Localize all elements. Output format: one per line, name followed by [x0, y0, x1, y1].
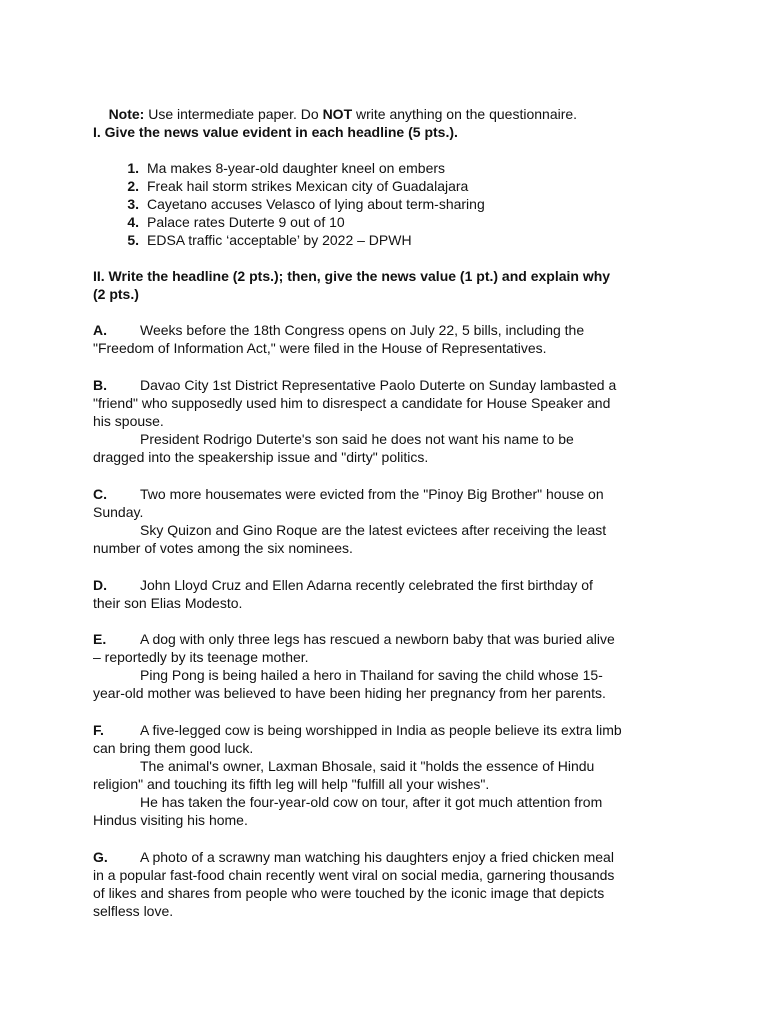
item-letter: G. [93, 849, 108, 865]
item-line: Sky Quizon and Gino Roque are the latest evictees after receiving the least [140, 522, 607, 538]
item-line: President Rodrigo Duterte's son said he does not want his name to be [140, 431, 574, 447]
headline-list [93, 159, 693, 249]
item-a [93, 321, 678, 357]
list-item-number: 5. [127, 232, 139, 248]
item-line: – reportedly by its teenage mother. [93, 649, 309, 665]
list-item-text: Cayetano accuses Velasco of lying about term-sharing [147, 196, 485, 212]
item-line: A dog with only three legs has rescued a newborn baby that was buried alive [140, 631, 615, 647]
item-line: year-old mother was believed to have been hiding her pregnancy from her parents. [93, 685, 606, 701]
list-item-number: 4. [127, 214, 139, 230]
item-line: "friend" who supposedly used him to disrespect a candidate for House Speaker and [93, 395, 611, 411]
item-line: "Freedom of Information Act," were filed in the House of Representatives. [93, 340, 547, 356]
item-line: dragged into the speakership issue and "dirty" politics. [93, 449, 429, 465]
section-2-heading-line-2: (2 pts.) [93, 286, 139, 302]
item-letter: D. [93, 577, 107, 593]
item-line: He has taken the four-year-old cow on tour, after it got much attention from [140, 794, 603, 810]
list-item [93, 231, 693, 249]
item-line: Two more housemates were evicted from the "Pinoy Big Brother" house on [140, 486, 604, 502]
list-item-text: Ma makes 8-year-old daughter kneel on embers [147, 160, 446, 176]
item-g [93, 848, 693, 920]
section-2-heading [93, 267, 683, 303]
item-f [93, 721, 678, 829]
list-item [93, 159, 693, 177]
note-label: Note: [108, 106, 145, 122]
item-line: can bring them good luck. [93, 740, 254, 756]
item-d [93, 576, 678, 612]
note-emphasis: NOT [322, 106, 353, 122]
list-item-number: 2. [127, 178, 139, 194]
item-letter: E. [93, 631, 107, 647]
item-line: religion" and touching its fifth leg will help "fulfill all your wishes". [93, 776, 490, 792]
list-item [93, 195, 693, 213]
list-item-text: Palace rates Duterte 9 out of 10 [147, 214, 345, 230]
item-line: Sunday. [93, 504, 144, 520]
list-item [93, 213, 693, 231]
item-line: of likes and shares from people who were touched by the iconic image that depicts [93, 885, 605, 901]
note-text-before: Use intermediate paper. Do [144, 106, 323, 122]
item-line: number of votes among the six nominees. [93, 540, 353, 556]
item-line: The animal's owner, Laxman Bhosale, said it "holds the essence of Hindu [140, 758, 595, 774]
item-line: A five-legged cow is being worshipped in India as people believe its extra limb [140, 722, 622, 738]
list-item-text: Freak hail storm strikes Mexican city of Guadalajara [147, 178, 469, 194]
item-line: Hindus visiting his home. [93, 812, 248, 828]
item-line: A photo of a scrawny man watching his daughters enjoy a fried chicken meal [140, 849, 614, 865]
item-letter: F. [93, 722, 104, 738]
section-1-heading: I. Give the news value evident in each headline (5 pts.). [93, 124, 458, 140]
item-line: selfless love. [93, 903, 174, 919]
item-b [93, 376, 678, 466]
item-letter: B. [93, 377, 107, 393]
item-line: Davao City 1st District Representative Paolo Duterte on Sunday lambasted a [140, 377, 617, 393]
item-letter: A. [93, 322, 107, 338]
list-item-number: 3. [127, 196, 139, 212]
list-item-text: EDSA traffic ‘acceptable’ by 2022 – DPWH [147, 232, 412, 248]
item-line: John Lloyd Cruz and Ellen Adarna recently celebrated the first birthday of [140, 577, 593, 593]
note-text-after: write anything on the questionnaire. [352, 106, 578, 122]
item-letter: C. [93, 486, 107, 502]
item-line: his spouse. [93, 413, 164, 429]
list-item-number: 1. [127, 160, 139, 176]
item-line: Ping Pong is being hailed a hero in Thailand for saving the child whose 15- [140, 667, 603, 683]
item-c [93, 485, 678, 557]
item-line: in a popular fast-food chain recently went viral on social media, garnering thousands [93, 867, 615, 883]
item-e [93, 630, 678, 702]
list-item [93, 177, 693, 195]
item-line: their son Elias Modesto. [93, 595, 243, 611]
section-2-heading-line-1: II. Write the headline (2 pts.); then, give the news value (1 pt.) and explain why [93, 268, 611, 284]
item-line: Weeks before the 18th Congress opens on July 22, 5 bills, including the [140, 322, 585, 338]
